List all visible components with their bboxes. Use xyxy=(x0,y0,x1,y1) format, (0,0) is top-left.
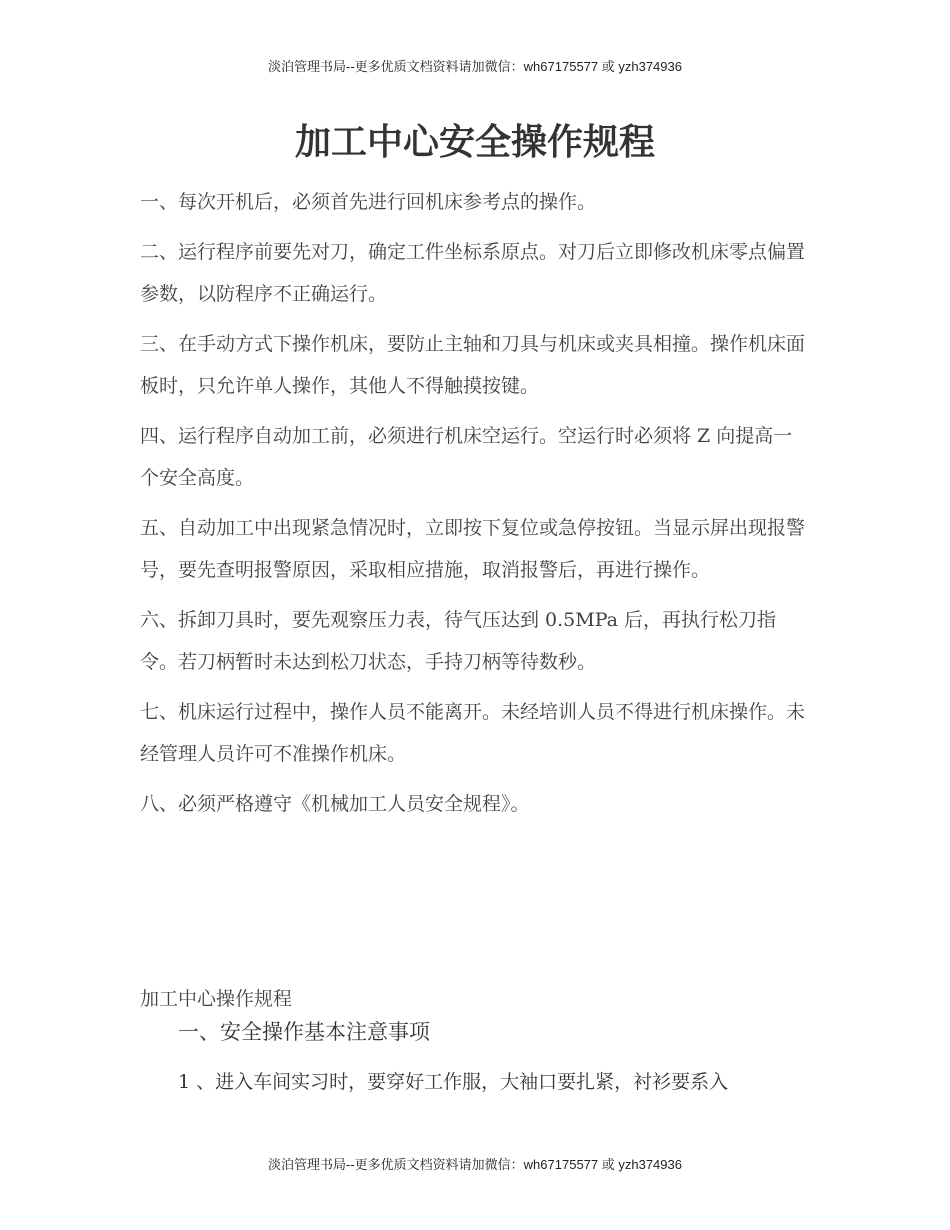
section-title: 加工中心操作规程 xyxy=(140,988,293,1010)
rule-4: 四、运行程序自动加工前，必须进行机床空运行。空运行时必须将 Z 向提高一个安全高度。 xyxy=(140,425,793,489)
rule-3: 三、在手动方式下操作机床，要防止主轴和刀具与机床或夹具相撞。操作机床面板时，只允许单人操作，其他人不得触摸按键。 xyxy=(140,333,806,397)
page-footer: 淡泊管理书局--更多优质文档资料请加微信：wh67175577 或 yzh374936 xyxy=(268,1157,682,1172)
page-header: 淡泊管理书局--更多优质文档资料请加微信：wh67175577 或 yzh374936 xyxy=(268,59,682,74)
section-item-1: 1 、进入车间实习时，要穿好工作服，大袖口要扎紧，衬衫要系入 xyxy=(178,1071,729,1093)
safety-rules-list xyxy=(140,181,810,833)
rule-7: 七、机床运行过程中，操作人员不能离开。未经培训人员不得进行机床操作。未经管理人员许可不准操作机床。 xyxy=(140,701,806,765)
rule-8: 八、必须严格遵守《机械加工人员安全规程》。 xyxy=(140,793,530,815)
rule-2: 二、运行程序前要先对刀，确定工件坐标系原点。对刀后立即修改机床零点偏置参数，以防程序不正确运行。 xyxy=(140,241,806,305)
rule-5: 五、自动加工中出现紧急情况时，立即按下复位或急停按钮。当显示屏出现报警号，要先查明报警原因，采取相应措施，取消报警后，再进行操作。 xyxy=(140,517,806,581)
section-heading: 一、安全操作基本注意事项 xyxy=(178,1020,430,1044)
rule-6: 六、拆卸刀具时，要先观察压力表，待气压达到 0.5MPa 后，再执行松刀指令。若刀柄暂时未达到松刀状态，手持刀柄等待数秒。 xyxy=(140,609,777,673)
document-title: 加工中心安全操作规程 xyxy=(294,122,655,163)
rule-1: 一、每次开机后，必须首先进行回机床参考点的操作。 xyxy=(140,191,597,213)
